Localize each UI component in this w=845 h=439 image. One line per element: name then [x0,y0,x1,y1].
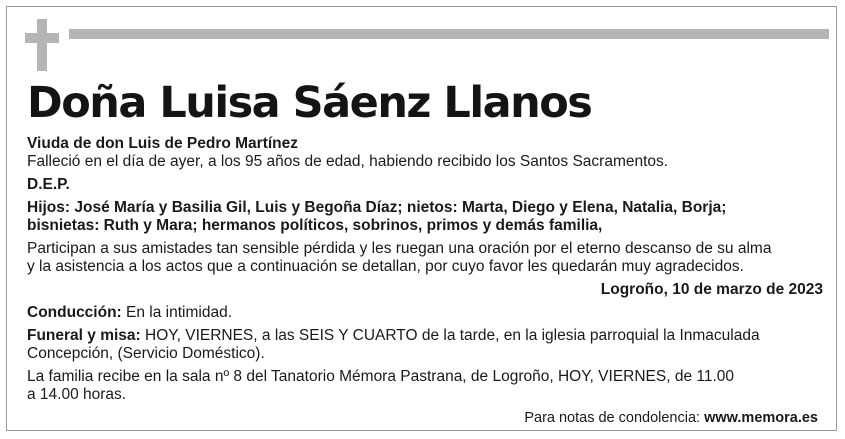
latin-cross-icon [25,19,59,71]
header-rule [69,29,829,39]
death-line: Falleció en el día de ayer, a los 95 años de edad, habiendo recibido los Santos Sacramentos. [27,153,669,170]
funeral-line-2: Concepción, (Servicio Doméstico). [27,345,265,362]
funeral-line-1 [27,327,823,345]
condolence-label: Para notas de condolencia: [524,410,705,426]
conduccion-value: En la intimidad. [121,304,232,321]
conduccion-label: Conducción: [27,304,122,321]
obituary-card [6,6,837,431]
conduccion-line [27,304,823,322]
funeral-value-1: HOY, VIERNES, a las SEIS Y CUARTO de la tarde, en la iglesia parroquial la Inmaculada [140,327,760,344]
condolence-footer [524,410,818,426]
cross-horizontal-bar [25,33,59,43]
family-line-1: Hijos: José María y Basilia Gil, Luis y Begoña Díaz; nietos: Marta, Diego y Elena, Natalia, Borja; [27,199,727,216]
obituary-body [27,135,823,404]
deceased-name: Doña Luisa Sáenz Llanos [27,78,592,128]
dep-line: D.E.P. [27,176,70,193]
condolence-site-link[interactable]: www.memora.es [704,410,818,426]
cross-vertical-bar [37,19,47,71]
family-line-2: bisnietas: Ruth y Mara; hermanos políticos, sobrinos, primos y demás familia, [27,217,603,234]
message-line-1: Participan a sus amistades tan sensible pérdida y les ruegan una oración por el eterno descanso de su alma [27,240,772,257]
widow-line: Viuda de don Luis de Pedro Martínez [27,135,299,152]
message-line-2: y la asistencia a los actos que a continuación se detallan, por cuyo favor les quedarán muy agradecidos. [27,258,744,275]
reception-line-2: a 14.00 horas. [27,386,127,403]
place-date: Logroño, 10 de marzo de 2023 [600,281,823,298]
reception-line-1: La familia recibe en la sala nº 8 del Tanatorio Mémora Pastrana, de Logroño, HOY, VIERNES, de 11.00 [27,368,735,385]
funeral-label: Funeral y misa: [27,327,141,344]
